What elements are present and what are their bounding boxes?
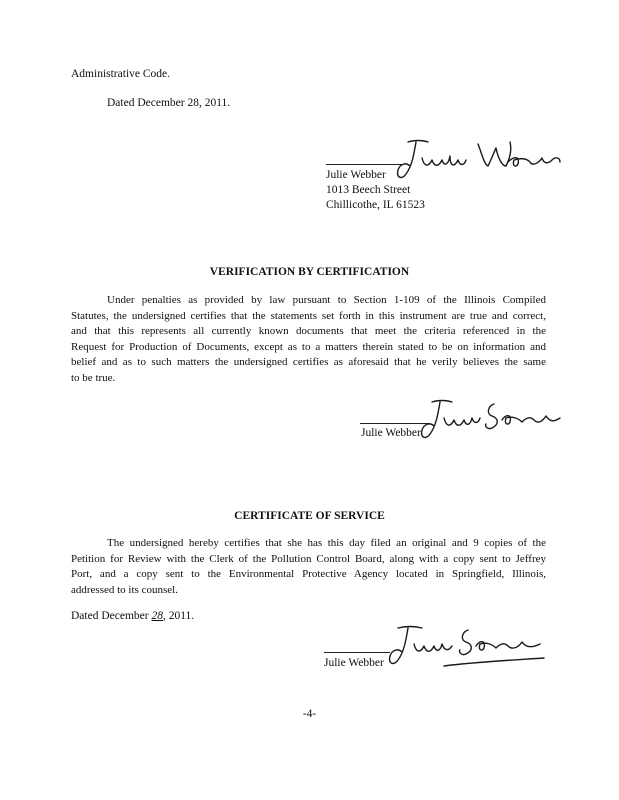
verification-line: belief and as to such matters the undersigned certifies as aforesaid that he verily believes the same <box>71 356 546 369</box>
service-line: Petition for Review with the Clerk of the Pollution Control Board, along with a copy sent to Jeffrey <box>71 552 546 565</box>
service-line: addressed to its counsel. <box>71 583 178 596</box>
verification-line: Request for Production of Documents, except as to a matters therein stated to be on information and <box>71 340 546 353</box>
signature-line <box>326 164 402 165</box>
verification-paragraph <box>71 293 546 387</box>
service-heading: CERTIFICATE OF SERVICE <box>234 510 385 522</box>
verification-line: Under penalties as provided by law pursuant to Section 1-109 of the Illinois Compiled <box>107 294 546 306</box>
dated-prefix: Dated December <box>71 610 152 622</box>
dated-line-top: Dated December 28, 2011. <box>107 97 231 109</box>
verification-signer-name: Julie Webber <box>361 427 421 439</box>
verification-heading: VERIFICATION BY CERTIFICATION <box>209 266 410 278</box>
verification-line: Statutes, the undersigned certifies that the statements set forth in this instrument are true and correct, <box>71 309 546 322</box>
service-line: Port, and a copy sent to the Environmental Protective Agency located in Springfield, Illinois, <box>71 568 546 581</box>
signature-line <box>324 652 390 653</box>
dated-suffix: , 2011. <box>162 610 195 622</box>
service-line: The undersigned hereby certifies that she has this day filed an original and 9 copies of the <box>107 537 546 549</box>
service-paragraph <box>71 536 546 598</box>
page-number: -4- <box>302 708 317 720</box>
continued-text: Administrative Code. <box>71 68 171 80</box>
dated-day: 28 <box>151 610 163 622</box>
signer-name: Julie Webber <box>326 169 386 181</box>
verification-line: and that this represents all currently known documents that meet the criteria referenced in the <box>71 325 546 338</box>
signature-image <box>392 136 562 186</box>
dated-line-service <box>71 609 194 623</box>
signer-address-line2: Chillicothe, IL 61523 <box>326 199 425 211</box>
signature-image <box>384 622 549 672</box>
signer-address-line1: 1013 Beech Street <box>326 184 411 196</box>
verification-line: to be true. <box>71 371 116 384</box>
service-signer-name: Julie Webber <box>324 657 384 669</box>
signature-image <box>418 396 568 444</box>
